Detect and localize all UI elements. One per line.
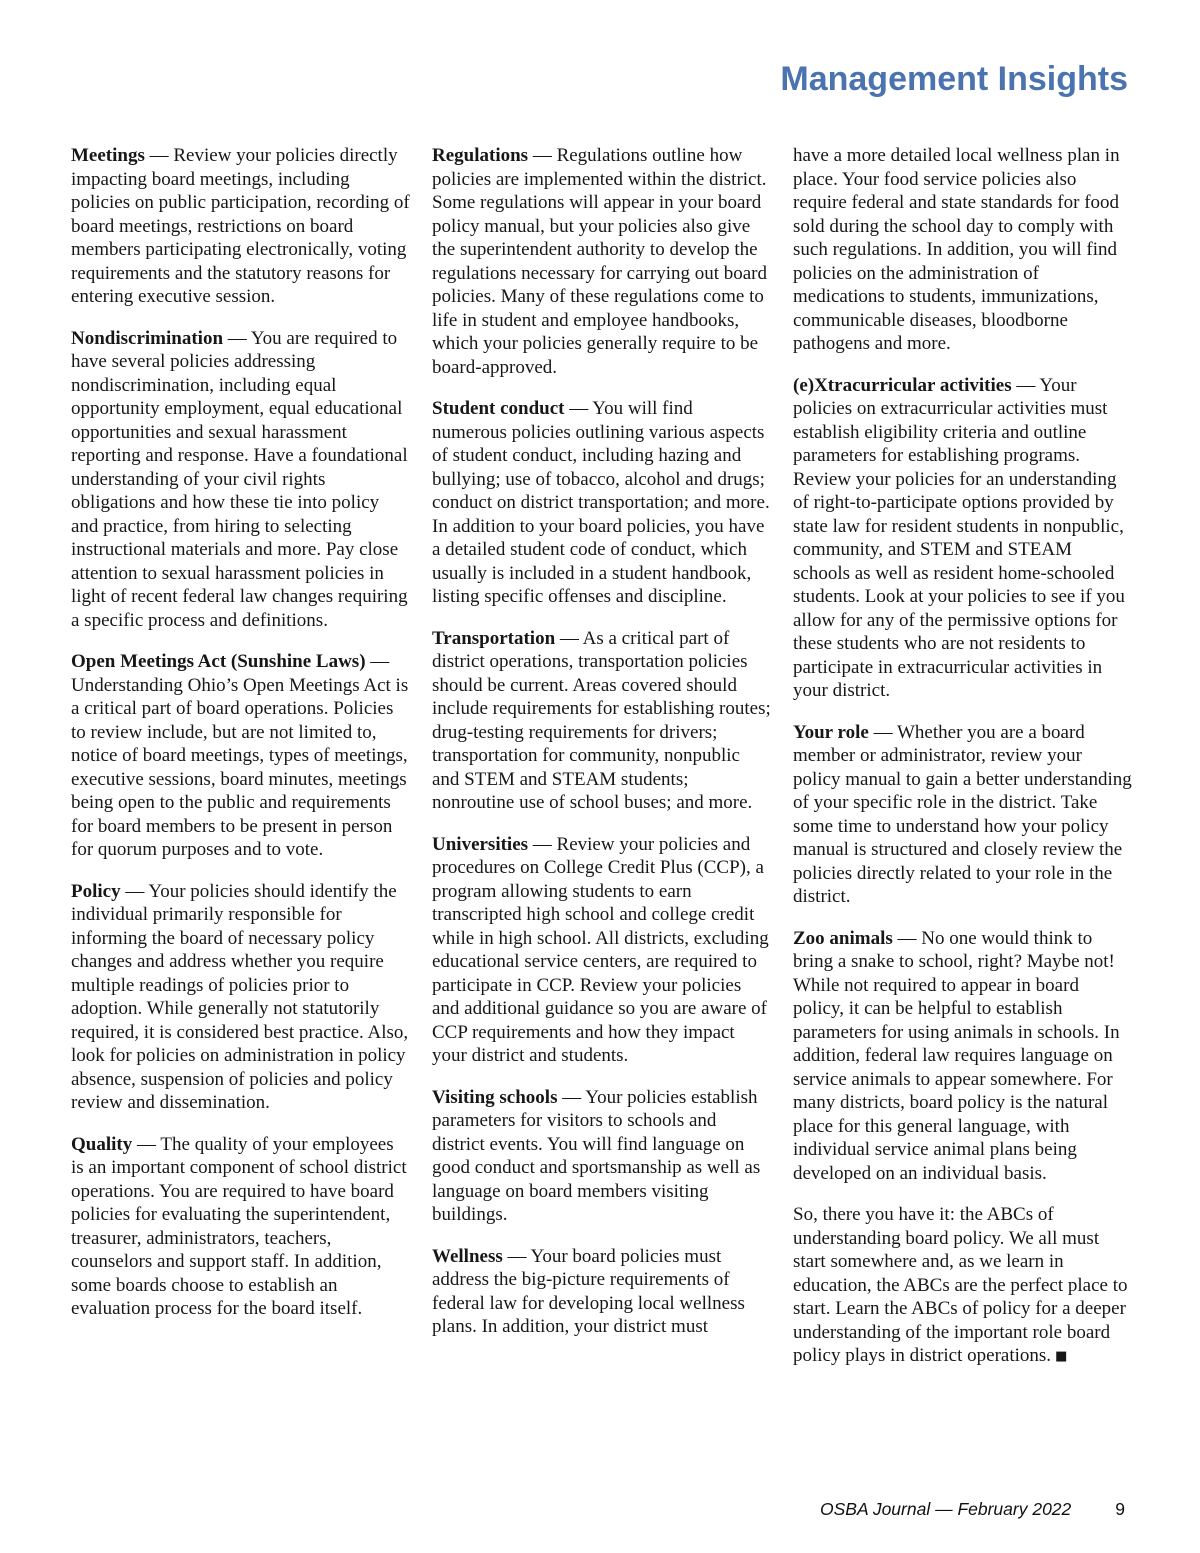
- paragraph-lead: Open Meetings Act (Sunshine Laws): [71, 651, 366, 672]
- paragraph: Your role — Whether you are a board member or administrator, review your policy manual to gain a better understanding of your specific role in the district. Take some time to understand how your policy manual is structured and closely review the policies directly related to your role in the district.: [793, 721, 1132, 907]
- paragraph-lead: Student conduct: [432, 398, 565, 419]
- paragraph: Wellness — Your board policies must address the big-picture requirements of federal law for developing local wellness plans. In addition, your district must: [432, 1245, 745, 1337]
- paragraph: Nondiscrimination — You are required to have several policies addressing nondiscrimination, including equal opportunity employment, equal educational opportunities and sexual harassment reporting and response. Have a foundational understanding of your civil rights obligations and how these tie into policy and practice, from hiring to selecting instructional materials and more. Pay close attention to sexual harassment policies in light of recent federal law changes requiring a specific process and definitions.: [71, 327, 408, 631]
- paragraph: Visiting schools — Your policies establish parameters for visitors to schools and district events. You will find language on good conduct and sportsmanship as well as language on board members visiting buildings.: [432, 1086, 761, 1225]
- paragraph: Policy — Your policies should identify the individual primarily responsible for informing the board of necessary policy changes and address whether you require multiple readings of policies prior to adoption. While generally not statutorily required, it is considered best practice. Also, look for policies on administration in policy absence, suspension of policies and policy review and dissemination.: [71, 880, 409, 1113]
- paragraph-lead: Wellness: [432, 1245, 503, 1267]
- footer-journal-title: OSBA Journal — February 2022: [819, 1499, 1072, 1519]
- text-column-3: [793, 144, 1133, 1387]
- paragraph-lead: Policy: [71, 880, 121, 902]
- paragraph-lead: Nondiscrimination: [71, 327, 224, 349]
- paragraph-lead: Universities: [432, 833, 529, 855]
- paragraph: Transportation — As a critical part of district operations, transportation policies should be current. Areas covered should include requirements for establishing routes; drug-testing requirements for drivers; transportation for community, nonpublic and STEM and STEAM students; nonroutine use of school buses; and more.: [432, 627, 771, 813]
- paragraph-lead: Meetings: [71, 145, 145, 166]
- paragraph-lead: Regulations: [432, 145, 529, 166]
- paragraph: Open Meetings Act (Sunshine Laws) — Understanding Ohio’s Open Meetings Act is a critical part of board operations. Policies to review include, but are not limited to, notice of board meetings, types of meetings, executive sessions, board minutes, meetings being open to the public and requirements for board members to be present in person for quorum purposes and to vote.: [71, 651, 409, 860]
- paragraph: So, there you have it: the ABCs of understanding board policy. We all must start somewhere and, as we learn in education, the ABCs are the perfect place to start. Learn the ABCs of policy for a deeper understanding of the important role board policy plays in district operations. ■: [793, 1204, 1128, 1366]
- text-column-2: [432, 144, 772, 1387]
- paragraph-lead: Zoo animals: [793, 927, 893, 949]
- paragraph-lead: Transportation: [432, 627, 556, 649]
- paragraph-lead: Visiting schools: [432, 1086, 558, 1108]
- paragraph: (e)Xtracurricular activities — Your policies on extracurricular activities must establish eligibility criteria and outline parameters for establishing programs. Review your policies for an understanding of right-to-participate options provided by state law for resident students in nonpublic, community, and STEM and STEAM schools as well as resident home-schooled students. Look at your policies to see if you allow for any of the permissive options for these students who are not residents to participate in extracurricular activities in your district.: [793, 374, 1125, 701]
- paragraph: have a more detailed local wellness plan in place. Your food service policies also require federal and state standards for food sold during the school day to comply with such regulations. In addition, you will find policies on the administration of medications to students, immunizations, communicable diseases, bloodborne pathogens and more.: [793, 145, 1120, 354]
- paragraph: Universities — Review your policies and procedures on College Credit Plus (CCP), a program allowing students to earn transcripted high school and college credit while in high school. All districts, excluding educational service centers, are required to participate in CCP. Review your policies and additional guidance so you are aware of CCP requirements and how they impact your district and students.: [432, 833, 769, 1066]
- paragraph: Meetings — Review your policies directly impacting board meetings, including policies on public participation, recording of board meetings, restrictions on board members participating electronically, voting requirements and the statutory reasons for entering executive session.: [71, 145, 410, 307]
- text-column-1: [71, 144, 411, 1387]
- page-footer: [820, 1499, 1125, 1520]
- article-body: [71, 144, 1133, 1387]
- paragraph: Zoo animals — No one would think to bring a snake to school, right? Maybe not! While not required to appear in board policy, it can be helpful to establish parameters for using animals in schools. In addition, federal law requires language on service animals to appear somewhere. For many districts, board policy is the natural place for this general language, with individual service animal plans being developed on an individual basis.: [793, 927, 1120, 1184]
- footer-page-number: 9: [1115, 1499, 1125, 1519]
- paragraph: Regulations — Regulations outline how policies are implemented within the district. Some regulations will appear in your board policy manual, but your policies also give the superintendent authority to develop the regulations necessary for carrying out board policies. Many of these regulations come to life in student and employee handbooks, which your policies generally require to be board-approved.: [432, 145, 768, 378]
- end-of-article-mark-icon: ■: [1051, 1349, 1068, 1364]
- page-title: Management Insights: [780, 60, 1128, 98]
- paragraph: Student conduct — You will find numerous policies outlining various aspects of student conduct, including hazing and bullying; use of tobacco, alcohol and drugs; conduct on district transportation; and more. In addition to your board policies, you have a detailed student code of conduct, which usually is included in a student handbook, listing specific offenses and discipline.: [432, 398, 770, 607]
- paragraph-lead: (e)Xtracurricular activities: [793, 374, 1012, 396]
- paragraph-lead: Quality: [71, 1133, 133, 1155]
- paragraph: Quality — The quality of your employees is an important component of school district operations. You are required to have board policies for evaluating the superintendent, treasurer, administrators, teachers, counselors and support staff. In addition, some boards choose to establish an evaluation process for the board itself.: [71, 1133, 407, 1319]
- paragraph-lead: Your role: [793, 721, 869, 743]
